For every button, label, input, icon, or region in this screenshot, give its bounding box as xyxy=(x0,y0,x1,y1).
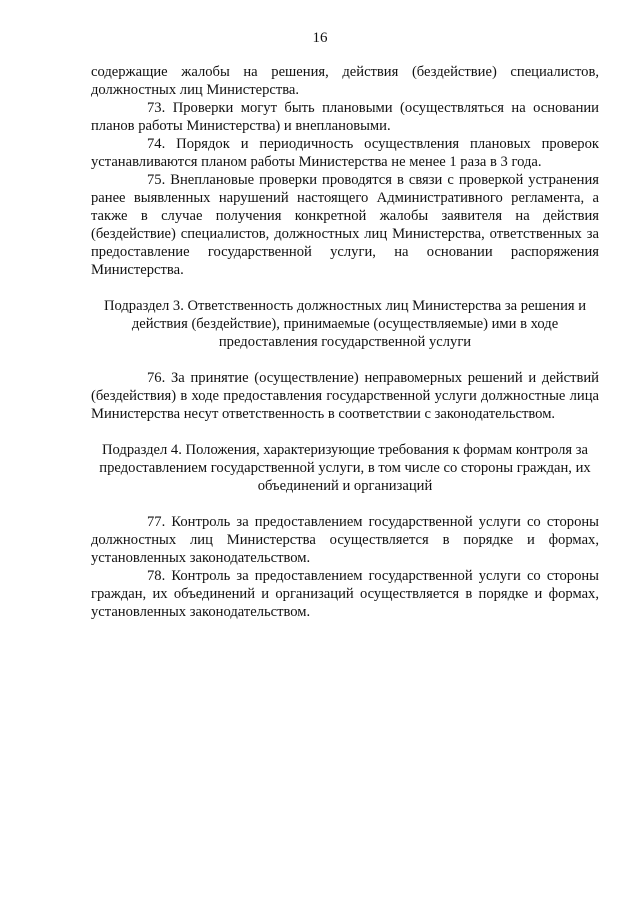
paragraph-74: 74. Порядок и периодичность осуществления плановых проверок устанавливаются планом работы Министерства не менее 1 раза в 3 года. xyxy=(91,136,599,170)
document-body xyxy=(91,63,599,621)
paragraph-76: 76. За принятие (осуществление) неправомерных решений и действий (бездействия) в ходе предоставления государственной услуги должностные лица Министерства несут ответственность в соответствии с законодательством. xyxy=(91,370,599,422)
paragraph-73: 73. Проверки могут быть плановыми (осуществляться на основании планов работы Министерства) и внеплановыми. xyxy=(91,100,599,134)
subsection-4-heading: Подраздел 4. Положения, характеризующие требования к формам контроля за предоставлением государственной услуги, в том числе со стороны граждан, их объединений и организаций xyxy=(99,442,591,494)
paragraph-78: 78. Контроль за предоставлением государственной услуги со стороны граждан, их объединений и организаций осуществляется в порядке и формах, установленных законодательством. xyxy=(91,568,599,620)
paragraph-continuation: содержащие жалобы на решения, действия (бездействие) специалистов, должностных лиц Министерства. xyxy=(91,64,599,98)
paragraph-77: 77. Контроль за предоставлением государственной услуги со стороны должностных лиц Министерства осуществляется в порядке и формах, установленных законодательством. xyxy=(91,514,599,566)
page-number: 16 xyxy=(312,30,328,46)
paragraph-75: 75. Внеплановые проверки проводятся в связи с проверкой устранения ранее выявленных нарушений настоящего Административного регламента, а также в случае получения конкретной жалобы заявителя на действия (бездействие) специалистов, должностных лиц Министерства, ответственных за предоставление государственной услуги, на основании распоряжения Министерства. xyxy=(91,172,599,278)
subsection-3-heading: Подраздел 3. Ответственность должностных лиц Министерства за решения и действия (бездействие), принимаемые (осуществляемые) ими в ходе предоставления государственной услуги xyxy=(103,298,587,350)
